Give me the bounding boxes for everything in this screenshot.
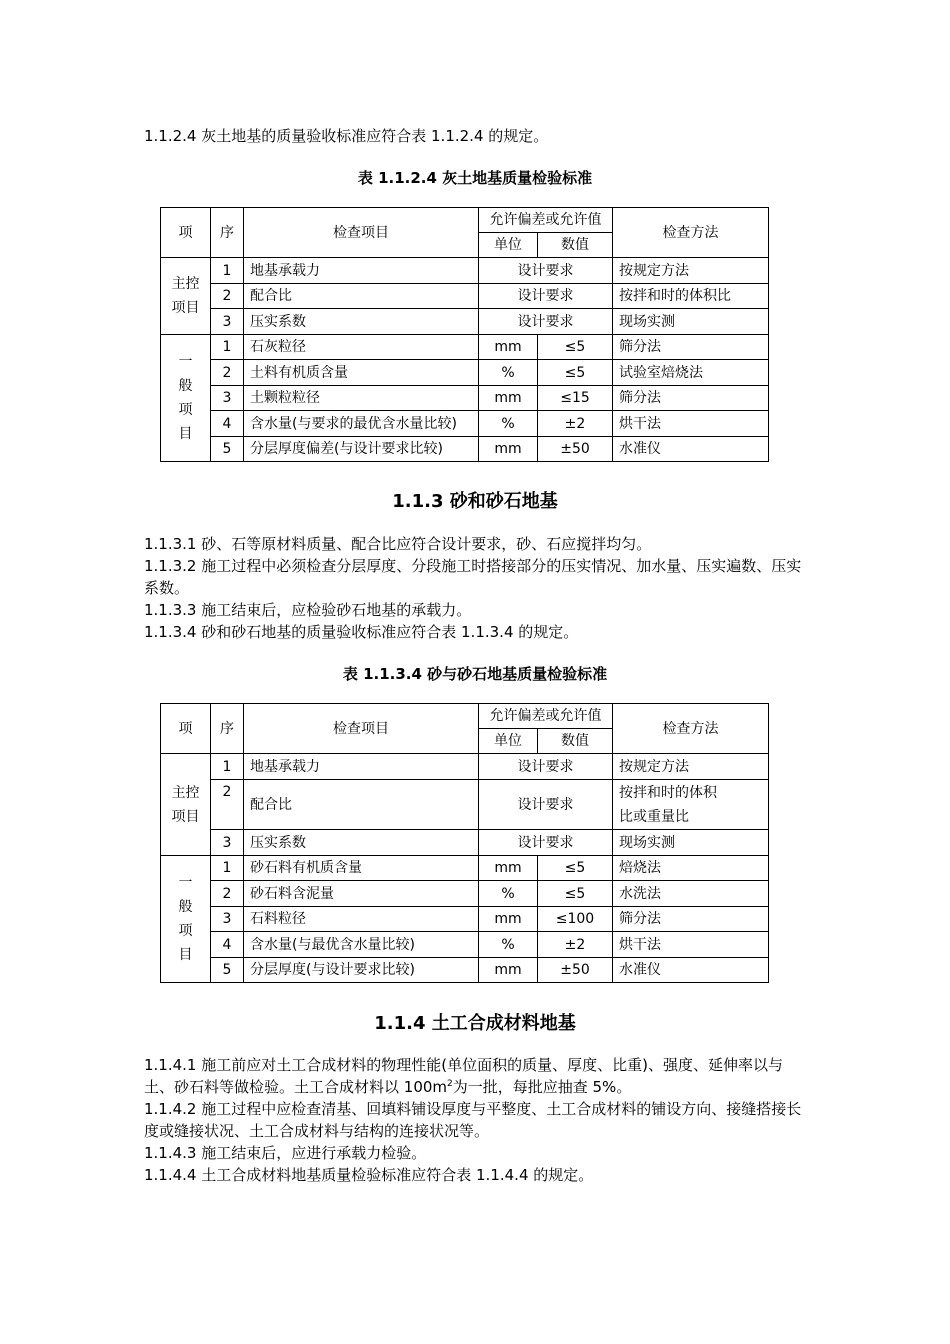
section-heading-1-1-4: 1.1.4 土工合成材料地基 (374, 1013, 576, 1034)
paragraph-1-1-4-3: 1.1.4.3 施工结束后，应进行承载力检验。 (144, 1144, 427, 1162)
table-row: 3 压实系数 设计要求 现场实测 (161, 309, 769, 335)
header-method: 检查方法 (613, 208, 769, 258)
inspection-table-2 (160, 703, 769, 983)
table-row: 一 般 项 目 1 石灰粒径 mm ≤5 筛分法 (161, 335, 769, 360)
section-heading-1-1-3: 1.1.3 砂和砂石地基 (392, 491, 558, 512)
paragraph-1-1-3-1: 1.1.3.1 砂、石等原材料质量、配合比应符合设计要求，砂、石应搅拌均匀。 (144, 535, 652, 553)
paragraph-1-1-3-4: 1.1.3.4 砂和砂石地基的质量验收标准应符合表 1.1.3.4 的规定。 (144, 623, 579, 641)
table-row: 主控 项目 1 地基承载力 设计要求 按规定方法 (161, 754, 769, 780)
paragraph-1-1-4-2: 1.1.4.2 施工过程中应检查清基、回填料铺设厚度与平整度、土工合成材料的铺设方向、接缝搭接长度或缝接状况、土工合成材料与结构的连接状况等。 (144, 1100, 802, 1140)
table-row: 主控 项目 1 地基承载力 设计要求 按规定方法 (161, 258, 769, 284)
table-header-row (161, 704, 769, 729)
intro-paragraph: 1.1.2.4 灰土地基的质量验收标准应符合表 1.1.2.4 的规定。 (144, 127, 549, 145)
header-check-item: 检查项目 (244, 704, 479, 754)
header-value: 数值 (538, 729, 613, 754)
header-unit: 单位 (479, 233, 538, 258)
table-row: 3 土颗粒粒径 mm ≤15 筛分法 (161, 386, 769, 411)
header-item: 项 (161, 208, 211, 258)
paragraph-1-1-4-4: 1.1.4.4 土工合成材料地基质量检验标准应符合表 1.1.4.4 的规定。 (144, 1166, 594, 1184)
group-general: 一 般 项 目 (161, 335, 211, 462)
table-caption-1: 表 1.1.2.4 灰土地基质量检验标准 (357, 169, 593, 187)
header-unit: 单位 (479, 729, 538, 754)
table-row: 2 配合比 设计要求 按拌和时的体积 比或重量比 (161, 780, 769, 830)
header-method: 检查方法 (613, 704, 769, 754)
header-allowance: 允许偏差或允许值 (479, 704, 613, 729)
table-header-row (161, 208, 769, 233)
paragraph-1-1-3-3: 1.1.3.3 施工结束后，应检验砂石地基的承载力。 (144, 601, 472, 619)
header-seq: 序 (211, 704, 244, 754)
table-row: 3 石料粒径 mm ≤100 筛分法 (161, 907, 769, 932)
table-caption-2: 表 1.1.3.4 砂与砂石地基质量检验标准 (342, 665, 608, 683)
table-row: 3 压实系数 设计要求 现场实测 (161, 830, 769, 856)
table-row: 5 分层厚度偏差(与设计要求比较) mm ±50 水准仪 (161, 437, 769, 462)
header-value: 数值 (538, 233, 613, 258)
table-row: 2 土料有机质含量 % ≤5 试验室焙烧法 (161, 360, 769, 386)
table-row: 2 配合比 设计要求 按拌和时的体积比 (161, 284, 769, 309)
group-main-control: 主控 项目 (161, 754, 211, 856)
table-row: 2 砂石料含泥量 % ≤5 水洗法 (161, 881, 769, 907)
header-check-item: 检查项目 (244, 208, 479, 258)
group-general: 一 般 项 目 (161, 856, 211, 983)
header-seq: 序 (211, 208, 244, 258)
inspection-table-1 (160, 207, 769, 462)
table-row: 4 含水量(与要求的最优含水量比较) % ±2 烘干法 (161, 411, 769, 437)
table-row: 一 般 项 目 1 砂石料有机质含量 mm ≤5 焙烧法 (161, 856, 769, 881)
table-row: 4 含水量(与最优含水量比较) % ±2 烘干法 (161, 932, 769, 958)
table-row: 5 分层厚度(与设计要求比较) mm ±50 水准仪 (161, 958, 769, 983)
header-item: 项 (161, 704, 211, 754)
paragraph-1-1-4-1: 1.1.4.1 施工前应对土工合成材料的物理性能(单位面积的质量、厚度、比重)、强度、延伸率以与土、砂石料等做检验。土工合成材料以 $100m^2$为一批，每批应抽查 5%。 (144, 1056, 783, 1096)
paragraph-1-1-3-2: 1.1.3.2 施工过程中必须检查分层厚度、分段施工时搭接部分的压实情况、加水量、压实遍数、压实系数。 (144, 557, 802, 597)
group-main-control: 主控 项目 (161, 258, 211, 335)
header-allowance: 允许偏差或允许值 (479, 208, 613, 233)
